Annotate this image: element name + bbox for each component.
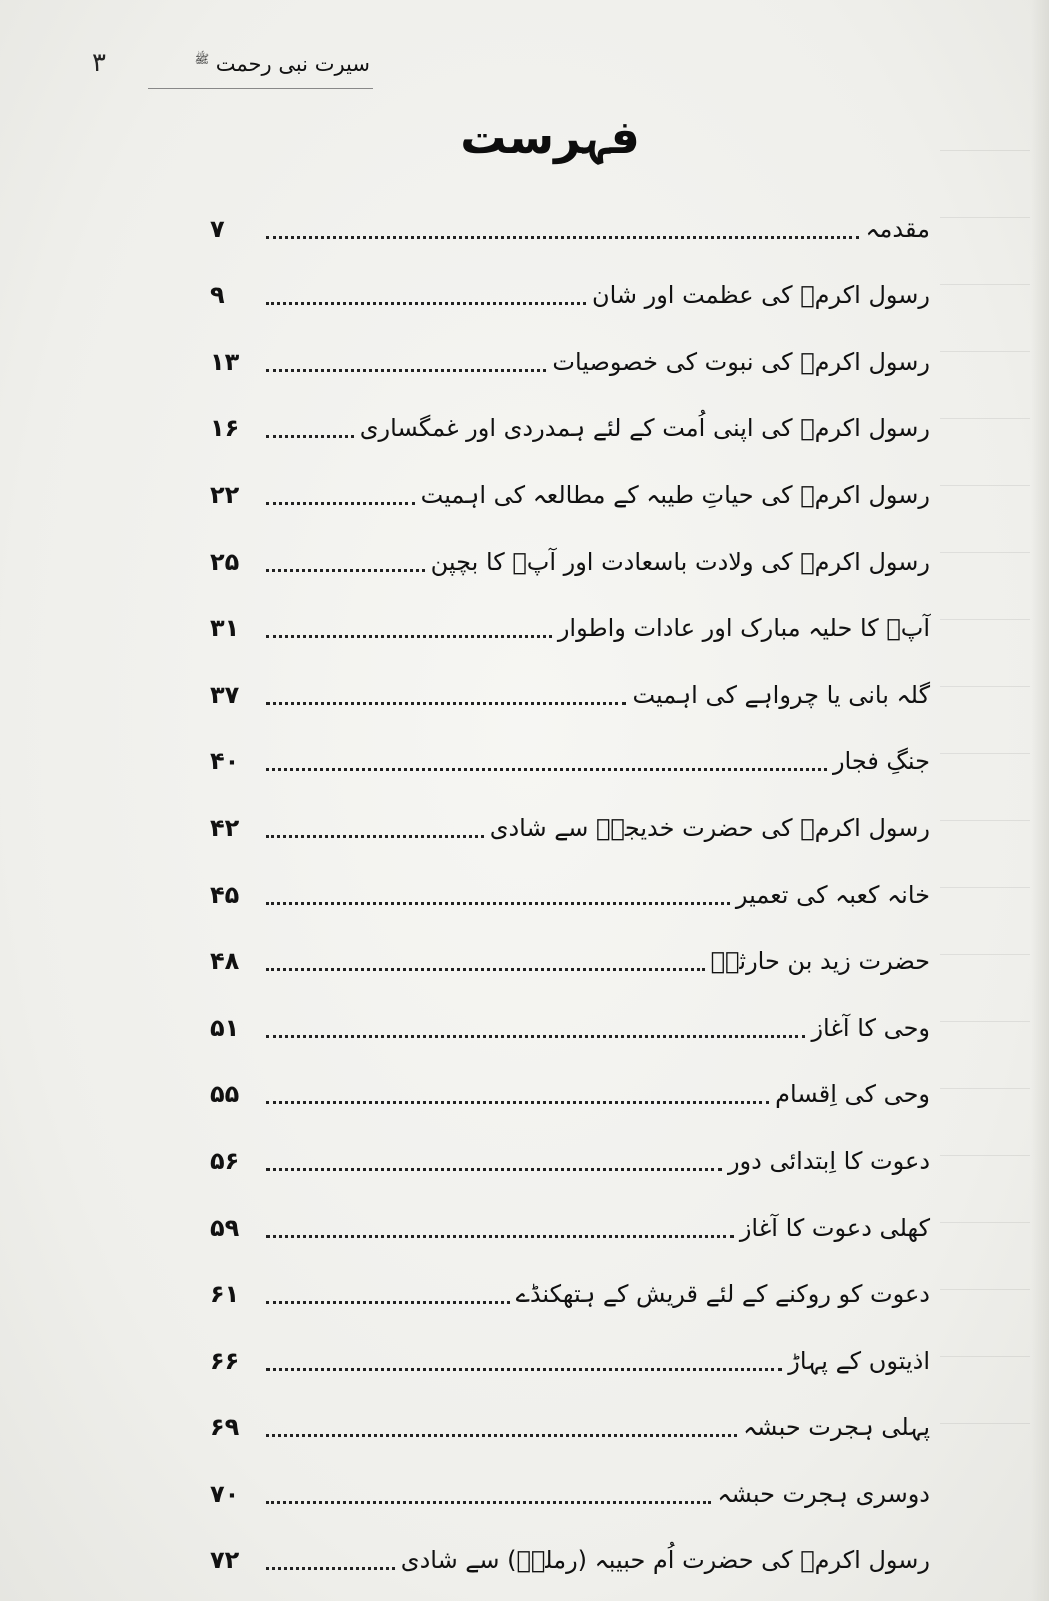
toc-entry: [210, 785, 930, 852]
toc-entry: [210, 719, 930, 786]
toc-entry-page: ۷: [210, 214, 225, 243]
toc-entry-title: حضرت زید بن حارثہؓ: [710, 947, 930, 976]
dot-leader: [266, 835, 484, 838]
toc-entry: [210, 319, 930, 386]
dot-leader: [266, 1434, 737, 1437]
dot-leader: [266, 1368, 782, 1371]
toc-entry: [210, 985, 930, 1052]
toc-entry-page: ۲۲: [210, 480, 240, 509]
running-title: سیرت نبی رحمت: [215, 52, 370, 76]
toc-entry-title: آپؐ کا حلیہ مبارک اور عادات واطوار: [557, 614, 930, 643]
toc-entry-page: ۷۲: [210, 1546, 240, 1575]
toc-entry: [210, 1318, 930, 1385]
dot-leader: [266, 1501, 711, 1504]
toc-entry-title: رسول اکرمؐ کی حیاتِ طیبہ کے مطالعہ کی اہمیت: [420, 480, 930, 509]
toc-entry: [210, 386, 930, 453]
toc-entry: [210, 852, 930, 919]
toc-entry: [210, 1518, 930, 1585]
dot-leader: [266, 369, 546, 372]
dot-leader: [266, 569, 425, 572]
toc-entry-page: ۳۷: [210, 680, 240, 709]
toc-entry-page: ۶۶: [210, 1346, 240, 1375]
toc-entry-title: رسول اکرمؐ کی ولادت باسعادت اور آپؐ کا بچپن: [430, 547, 930, 576]
toc-entry-title: مقدمہ: [865, 214, 930, 243]
dot-leader: [266, 1235, 734, 1238]
toc-entry-page: ۵۹: [210, 1213, 240, 1242]
toc-entry-page: ۶۹: [210, 1413, 240, 1442]
dot-leader: [266, 1101, 769, 1104]
toc-entry: [210, 652, 930, 719]
toc-entry-title: رسول اکرمؐ کی اپنی اُمت کے لئے ہمدردی اور غمگساری: [359, 414, 930, 443]
toc-entry-page: ۲۵: [210, 547, 240, 576]
dot-leader: [266, 236, 859, 239]
dot-leader: [266, 702, 626, 705]
toc-entry-page: ۵۶: [210, 1146, 240, 1175]
dot-leader: [266, 302, 586, 305]
dot-leader: [266, 1301, 510, 1304]
toc-entry-title: وحی کا آغاز: [811, 1013, 930, 1042]
toc-entry: [210, 519, 930, 586]
dot-leader: [266, 902, 730, 905]
table-of-contents: [210, 186, 930, 1584]
dot-leader: [266, 1168, 722, 1171]
toc-entry: [210, 253, 930, 320]
toc-entry-title: خانہ کعبہ کی تعمیر: [735, 880, 930, 909]
dot-leader: [266, 502, 415, 505]
dot-leader: [266, 435, 354, 438]
toc-entry-page: ۹: [210, 281, 225, 310]
page-number: ۳: [92, 48, 106, 78]
toc-entry: [210, 186, 930, 253]
toc-entry-title: رسول اکرمؐ کی عظمت اور شان: [591, 281, 930, 310]
bleed-through-marks: [940, 100, 1030, 1500]
toc-entry: [210, 1252, 930, 1319]
toc-entry-page: ۴۲: [210, 813, 240, 842]
dot-leader: [266, 635, 552, 638]
toc-entry: [210, 452, 930, 519]
toc-entry-title: گلہ بانی یا چرواہے کی اہمیت: [632, 680, 930, 709]
toc-entry-title: رسول اکرمؐ کی حضرت اُم حبیبہ (رملہؓ) سے شادی: [400, 1546, 930, 1575]
page-title: فہرست: [460, 110, 640, 164]
toc-entry-page: ۴۰: [210, 747, 240, 776]
dot-leader: [266, 968, 705, 971]
toc-entry-title: دعوت کا اِبتدائی دور: [727, 1146, 930, 1175]
toc-entry-title: رسول اکرمؐ کی نبوت کی خصوصیات: [552, 347, 930, 376]
toc-entry-page: ۱۶: [210, 414, 240, 443]
toc-entry-page: ۷۰: [210, 1479, 240, 1508]
toc-entry: [210, 1451, 930, 1518]
toc-entry-page: ۴۸: [210, 947, 240, 976]
toc-entry-page: ۵۱: [210, 1013, 240, 1042]
dot-leader: [266, 768, 827, 771]
toc-entry-page: ۶۱: [210, 1280, 240, 1309]
toc-entry: [210, 1052, 930, 1119]
toc-entry-title: دعوت کو روکنے کے لئے قریش کے ہتھکنڈے: [515, 1280, 930, 1309]
header-rule: [148, 88, 373, 89]
dot-leader: [266, 1567, 395, 1570]
running-header: [160, 52, 370, 76]
toc-entry: [210, 586, 930, 653]
toc-entry: [210, 1185, 930, 1252]
page-edge-shadow: [1031, 0, 1049, 1601]
dot-leader: [266, 1035, 805, 1038]
toc-entry-page: ۱۳: [210, 347, 240, 376]
toc-entry-title: پہلی ہجرت حبشہ: [743, 1413, 930, 1442]
toc-entry-title: وحی کی اِقسام: [775, 1080, 930, 1109]
toc-entry-page: ۵۵: [210, 1080, 240, 1109]
toc-entry-title: رسول اکرمؐ کی حضرت خدیجہؓ سے شادی: [489, 813, 930, 842]
toc-entry-title: دوسری ہجرت حبشہ: [717, 1479, 930, 1508]
toc-entry-title: جنگِ فجار: [832, 747, 930, 776]
toc-entry: [210, 1385, 930, 1452]
honorific-mark: ﷺ: [194, 52, 210, 66]
toc-entry: [210, 919, 930, 986]
toc-entry-page: ۳۱: [210, 614, 240, 643]
toc-entry-title: کھلی دعوت کا آغاز: [739, 1213, 930, 1242]
toc-entry-title: اذیتوں کے پہاڑ: [788, 1346, 930, 1375]
toc-entry: [210, 1118, 930, 1185]
toc-entry-page: ۴۵: [210, 880, 240, 909]
